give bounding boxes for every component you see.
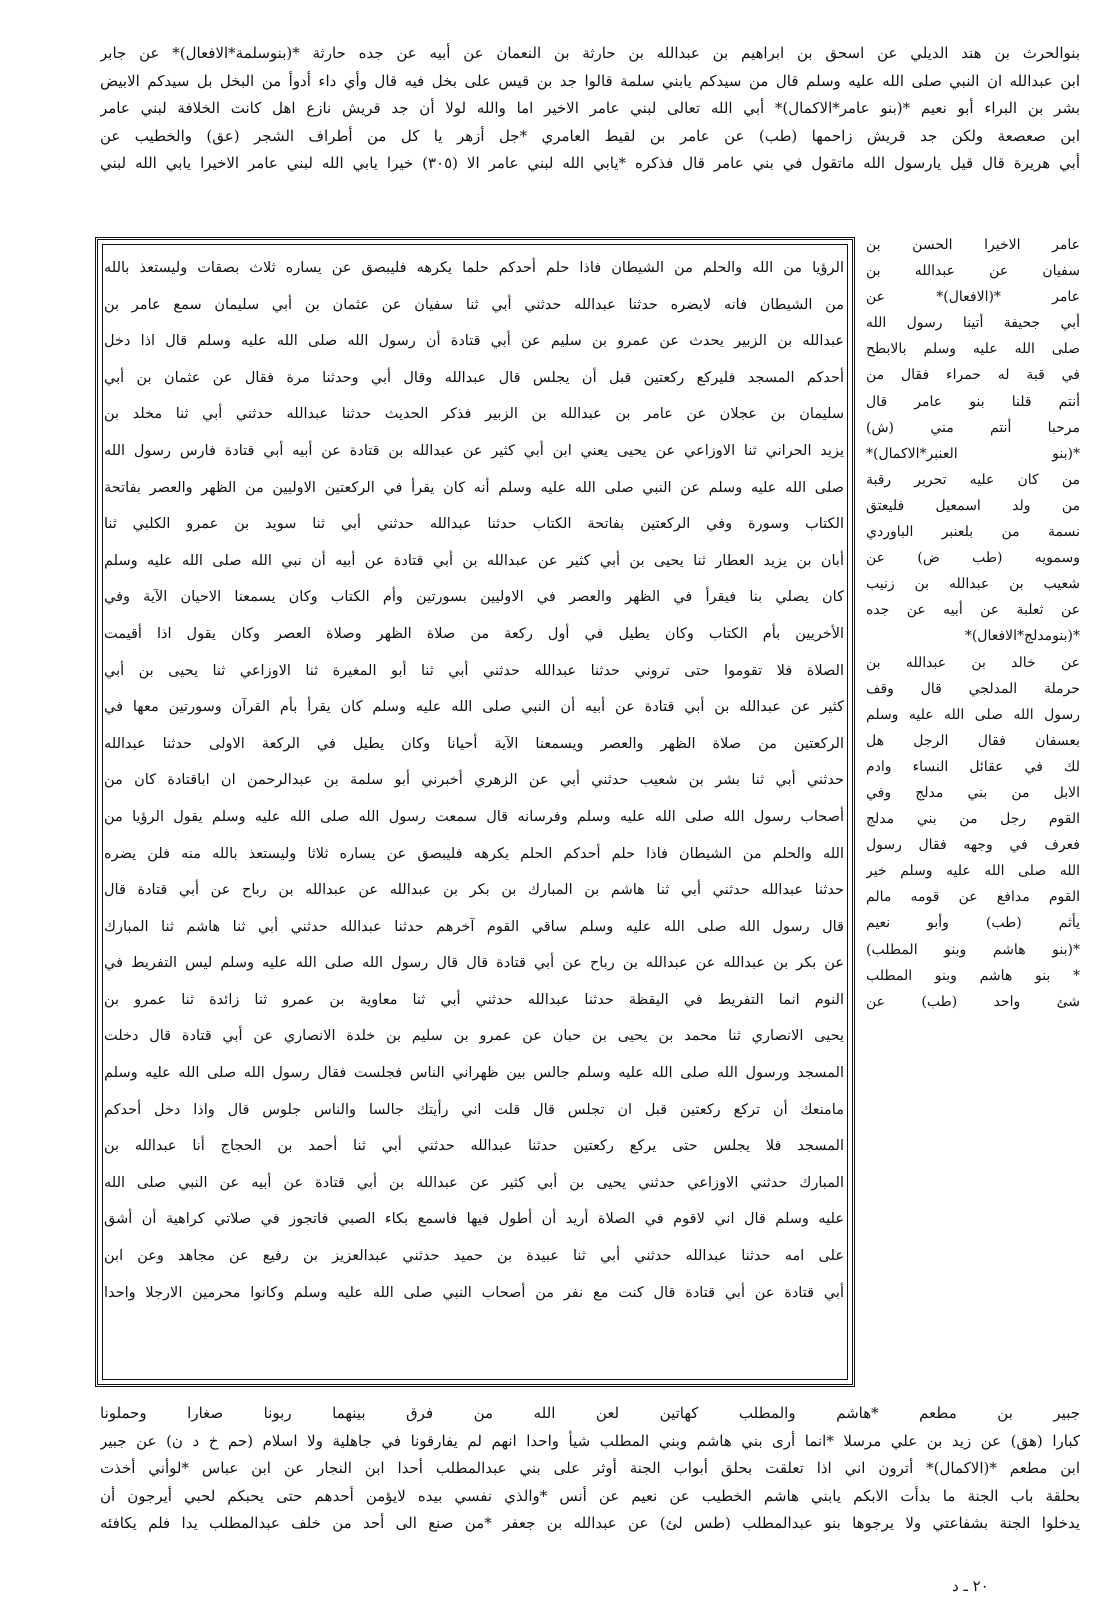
top-margin-text: [100, 40, 1080, 178]
text-line: شعيب بن عبدالله بن زنيب: [866, 576, 1080, 593]
text-line: من ولد اسمعيل فليعتق: [866, 497, 1080, 514]
text-line: الله صلى الله عليه وسلم خير: [866, 863, 1080, 880]
text-line: أبان بن يزيد العطار ثنا يحيى بن أبي كثير عن عبدالله بن أبي قتادة عن أبيه أن نبي الله صلى الله عليه وسلم: [104, 552, 844, 569]
text-line: عليه وسلم قال اني لاقوم في الصلاة أريد أن أطول فيها فاسمع بكاء الصبي فاتجوز في صلاتي كراهية أن أشق: [104, 1211, 844, 1228]
text-line: صلى الله عليه وسلم بالابطح: [866, 341, 1080, 358]
text-line: أبي هريرة قال قيل يارسول الله ماتقول في بني عامر قال فذكره *يابي الله لبني عامر الا (٣٠٥) خيرا يابي الله لبني عامر الاخيرا يابي الله لبني: [100, 154, 1080, 172]
text-line: مامنعك أن تركع ركعتين قبل ان تجلس قال قلت اني رأيتك جالسا والناس جلوس قال واذا دخل أحدكم: [104, 1101, 844, 1118]
text-line: الكتاب وسورة وفي الركعتين بفاتحة الكتاب حدثنا عبدالله حدثني أبي ثنا سويد بن عمرو الكلبي ثنا: [104, 516, 844, 533]
text-line: الصلاة فلا تقوموا حتى تروني حدثنا عبدالله حدثني أبي ثنا أبو المغيرة ثنا الاوزاعي ثنا يحيى بن أبي: [104, 662, 844, 679]
text-line: عن بكر بن عبدالله عن عبدالله بن رباح عن أبي قتادة قال قال رسول الله صلى الله عليه وسلم ليس التفريط في: [104, 955, 844, 972]
text-line: عبدالله بن الزبير يحدث عن عمرو بن سليم عن أبي قتادة أن رسول الله صلى الله عليه وسلم قال اذا دخل: [104, 333, 844, 350]
text-line: بحلقة باب الجنة ما بدأت الابكم يابني هاشم الخطيب عن نعيم عن أنس *والذي نفسي بيده لايؤمن أحدهم حتى يحبكم لحبي أيرجون أن: [100, 1486, 1080, 1505]
text-line: بعسفان فقال الرجل هل: [866, 732, 1080, 749]
text-line: أبي قتادة عن أبي قتادة قال كنت مع نفر من أصحاب النبي صلى الله عليه وسلم وكانوا محرمين الارجلا واحدا: [104, 1284, 844, 1301]
text-line: في قبة له حمراء فقال من: [866, 367, 1080, 384]
text-line: سليمان بن عجلان عن عامر بن عبدالله بن الزبير فذكر الحديث حدثنا عبدالله حدثني أبي ثنا مخلد بن: [104, 406, 844, 423]
text-line: قال رسول الله صلى الله عليه وسلم ساقي القوم آخرهم حدثنا عبدالله حدثني أبي ثنا هاشم ثنا المبارك: [104, 918, 844, 935]
text-line: يأثم (طب) وأبو نعيم: [866, 915, 1080, 932]
text-line: حدثني أبي ثنا بشر بن شعيب حدثني أبي عن الزهري أخبرني أبو سلمة بن عبدالرحمن ان اباقتادة كان من: [104, 772, 844, 789]
text-line: كان يصلي بنا فيقرأ في الظهر والعصر في الاوليين بسورتين وأم الكتاب وكان يسمعنا الاحيان الآية وفي: [104, 589, 844, 606]
text-line: الأخريين بأم الكتاب وكان يطيل في أول ركعة من صلاة الظهر وصلاة العصر وكان يقول اذا أقيمت: [104, 625, 844, 642]
text-line: *(بنو العنبر*الاكمال)*: [866, 445, 1080, 462]
text-line: ابن مطعم *(الاكمال)* أترون اني اذا تعلقت بحلق أبواب الجنة أوثر على بني عبدالمطلب أحدا ابن النجار عن ابن عباس *لوأني أخذت: [100, 1459, 1080, 1477]
text-line: شئ واحد (طب) عن: [866, 993, 1080, 1010]
text-line: أبي جحيفة أتينا رسول الله: [866, 315, 1080, 332]
text-line: بنوالحرث بن هند الديلي عن اسحق بن ابراهيم بن عبدالله بن حارثة بن النعمان عن أبيه عن جده حارثة *(بنوسلمة*الافعال)* عن جابر: [100, 44, 1080, 62]
text-line: الابل من بني مدلج وفي: [866, 784, 1080, 801]
text-line: كثير عن عبدالله بن أبي قتادة عن أبيه أن النبي صلى الله عليه وسلم كان يقرأ بأم القرآن وسورتين معها في: [104, 699, 844, 716]
text-line: *(بنومدلج*الافعال)*: [964, 628, 1080, 645]
text-line: حدثنا عبدالله حدثني أبي ثنا هاشم بن المبارك بن بكر بن عبدالله عن عبدالله بن رباح عن أبي قتادة قال: [104, 882, 844, 899]
text-line: * بنو هاشم وبنو المطلب: [866, 967, 1080, 984]
text-line: عن ثعلبة عن أبيه عن جده: [866, 602, 1080, 619]
text-line: رسول الله صلى الله عليه وسلم: [866, 706, 1080, 723]
text-line: جبير بن مطعم *هاشم والمطلب كهاتين لعن الله من فرق بينهما ربونا صغارا وحملونا: [100, 1404, 1080, 1422]
text-line: ابن صعصعة ولكن جد قريش زاحمها (طب) عن عامر بن لقيط العامري *جل أزهر يا كل من أطراف الشجر (عق) والخطيب عن: [100, 126, 1080, 145]
text-line: يحيى الانصاري ثنا محمد بن يحيى بن حبان عن عمرو بن سليم بن خلدة الانصاري عن أبي قتادة قال دخلت: [104, 1028, 844, 1045]
text-line: الرؤيا من الله والحلم من الشيطان فاذا حلم أحدكم حلما يكرهه فليبصق عن يساره ثلاث بصقات وليستعذ بالله: [104, 260, 844, 276]
text-line: مرحبا أنتم مني (ش): [866, 419, 1080, 436]
page-number: ٢٠ ـ د: [952, 1577, 989, 1595]
text-line: حرملة المدلجي قال وقف: [866, 680, 1080, 697]
text-line: القوم مدافع عن قومه مالم: [866, 889, 1080, 906]
text-line: المبارك حدثني الاوزاعي حدثني يحيى بن أبي كثير عن عبدالله بن أبي قتادة عن أبيه عن النبي صلى الله: [104, 1174, 844, 1191]
text-line: المسجد ورسول الله صلى الله عليه وسلم جالس بين ظهراني الناس فجلست فقال رسول الله صلى الله عليه وسلم: [104, 1065, 844, 1082]
text-line: أصحاب رسول الله صلى الله عليه وسلم وفرسانه قال سمعت رسول الله صلى الله عليه وسلم يقول الرؤيا من: [104, 808, 844, 825]
text-line: يدخلوا الجنة بشفاعتي ولا يرجوها بنو عبدالمطلب (طس لئ) عن عبدالله بن جعفر *من صنع الى أحد من خلف عبدالمطلب يدا فلم يكافئه: [100, 1514, 1080, 1532]
text-line: بشر بن البراء أبو نعيم *(بنو عامر*الاكمال)* أبي الله تعالى لبني عامر الاخير اما والله لولا أن جد قريش نازع اهل كانت الخلافة لبني عامر: [100, 99, 1080, 117]
text-line: من كان عليه تحرير رقبة: [866, 471, 1080, 488]
text-line: أحدكم المسجد فليركع ركعتين قبل أن يجلس قال عبدالله وقال أبي وحدثنا مرة فقال عن عثمان بن أبي: [104, 369, 844, 386]
text-line: يزيد الحراني ثنا الاوزاعي عن يحيى يعني ابن أبي كثير عن عبدالله بن قتادة عن أبيه أبي قتادة فارس رسول الله: [104, 442, 844, 459]
text-line: النوم انما التفريط في اليقظة حدثنا عبدالله حدثني أبي ثنا معاوية بن عمرو ثنا زائدة ثنا عمرو بن: [104, 991, 844, 1008]
text-line: عامر *(الافعال)* عن: [866, 289, 1080, 306]
main-text: [104, 250, 844, 1311]
text-line: القوم رجل من بني مدلج: [866, 811, 1080, 828]
text-line: وسمويه (طب ض) عن: [866, 550, 1080, 567]
text-line: ابن عبدالله ان النبي صلى الله عليه وسلم قال من سيدكم يابني سلمة قالوا جد بن قيس على بخل فيه قال وأي داء أدوأ من البخل بل سيدكم الابيض: [100, 71, 1080, 90]
text-line: كبارا (هق) عن زيد بن علي مرسلا *انما أرى بني هاشم وبني المطلب شيأ واحدا انهم لم يفارقونا في جاهلية ولا اسلام (حم خ د ن) عن جبير: [100, 1431, 1080, 1450]
text-line: الله والحلم من الشيطان فاذا حلم أحدكم الحلم يكرهه فليبصق عن يساره ثلاثا وليستعذ بالله منه فلن يضره: [104, 845, 844, 862]
text-line: لك في عقائل النساء وادم: [866, 758, 1080, 775]
text-line: سفيان عن عبدالله بن: [866, 263, 1080, 280]
text-line: عن خالد بن عبدالله بن: [866, 654, 1080, 671]
text-line: عامر الاخيرا الحسن بن: [866, 237, 1080, 253]
text-line: على امه حدثنا عبدالله حدثني أبي ثنا عبيدة بن حميد حدثني عبدالعزيز بن رفيع عن مجاهد وعن ابن: [104, 1248, 844, 1265]
text-line: المسجد فلا يجلس حتى يركع ركعتين حدثنا عبدالله حدثني أبي ثنا أحمد بن الحجاج أنا عبدالله بن: [104, 1138, 844, 1155]
text-line: الركعتين من صلاة الظهر والعصر ويسمعنا الآية أحيانا وكان يطيل في الركعة الاولى حدثنا عبدالله: [104, 735, 844, 752]
text-line: من الشيطان فانه لايضره حدثنا عبدالله حدثني أبي ثنا سفيان عن عثمان بن أبي سليمان سمع عامر بن: [104, 296, 844, 313]
text-line: فعرف في وجهه فقال رسول: [866, 837, 1080, 854]
text-line: نسمة من بلعنبر الباوردي: [866, 524, 1080, 541]
text-line: صلى الله عليه وسلم عن النبي صلى الله عليه وسلم أنه كان يقرأ في الركعتين الاوليين من الظهر والعصر بفاتحة: [104, 479, 844, 496]
text-line: *(بنو هاشم وبنو المطلب): [866, 941, 1080, 958]
text-line: أنتم قلنا بنو عامر قال: [866, 393, 1080, 410]
side-margin-text: [866, 232, 1080, 1015]
bottom-margin-text: [100, 1400, 1080, 1538]
